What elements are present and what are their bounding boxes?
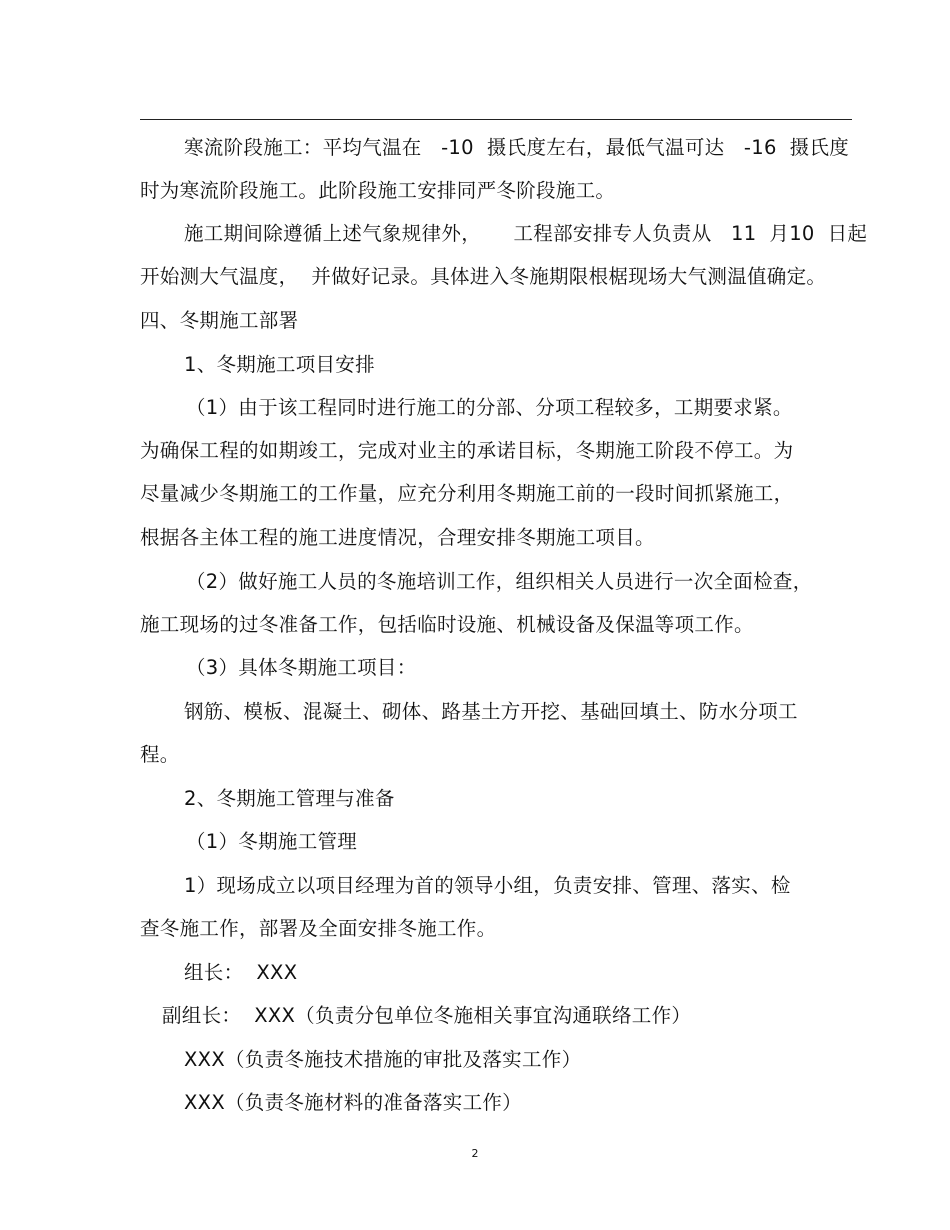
paragraph-line: 根据各主体工程的施工进度情况，合理安排冬期施工项目。: [140, 526, 655, 549]
paragraph-line: 施工期间除遵循上述气象规律外， 工程部安排专人负责从 11 月10 日起: [184, 222, 868, 245]
paragraph-line: 钢筋、模板、混凝土、砌体、路基土方开挖、基础回填土、防水分项工: [184, 700, 798, 723]
paragraph-line: 寒流阶段施工：平均气温在 -10 摄氏度左右，最低气温可达 -16 摄氏度: [184, 136, 850, 159]
paragraph-line: 副组长： XXX（负责分包单位冬施相关事宜沟通联络工作）: [162, 1004, 692, 1027]
paragraph-line: （3）具体冬期施工项目：: [186, 656, 417, 679]
subsection-heading: 1、冬期施工项目安排: [184, 353, 375, 376]
paragraph-line: XXX（负责冬施材料的准备落实工作）: [184, 1091, 522, 1114]
paragraph-line: （1）冬期施工管理: [186, 830, 358, 853]
header-rule: [140, 119, 852, 120]
paragraph-line: 尽量减少冬期施工的工作量，应充分利用冬期施工前的一段时间抓紧施工，: [140, 482, 794, 505]
paragraph-line: 时为寒流阶段施工。此阶段施工安排同严冬阶段施工。: [140, 179, 616, 202]
paragraph-line: XXX（负责冬施技术措施的审批及落实工作）: [184, 1048, 582, 1071]
paragraph-line: 为确保工程的如期竣工，完成对业主的承诺目标，冬期施工阶段不停工。为: [140, 439, 794, 462]
paragraph-line: 开始测大气温度， 并做好记录。具体进入冬施期限根椐现场大气测温值确定。: [140, 265, 827, 288]
page-number: 2: [471, 1147, 479, 1160]
paragraph-line: 查冬施工作，部署及全面安排冬施工作。: [140, 917, 497, 940]
paragraph-line: 组长： XXX: [184, 961, 298, 984]
paragraph-line: （1）由于该工程同时进行施工的分部、分项工程较多，工期要求紧。: [186, 396, 793, 419]
section-heading: 四、冬期施工部署: [140, 309, 299, 332]
paragraph-line: 施工现场的过冬准备工作，包括临时设施、机械设备及保温等项工作。: [140, 613, 754, 636]
paragraph-line: （2）做好施工人员的冬施培训工作，组织相关人员进行一次全面检查，: [186, 570, 813, 593]
paragraph-line: 程。: [140, 743, 180, 766]
paragraph-line: 1）现场成立以项目经理为首的领导小组，负责安排、管理、落实、检: [184, 874, 791, 897]
subsection-heading: 2、冬期施工管理与准备: [184, 787, 395, 810]
